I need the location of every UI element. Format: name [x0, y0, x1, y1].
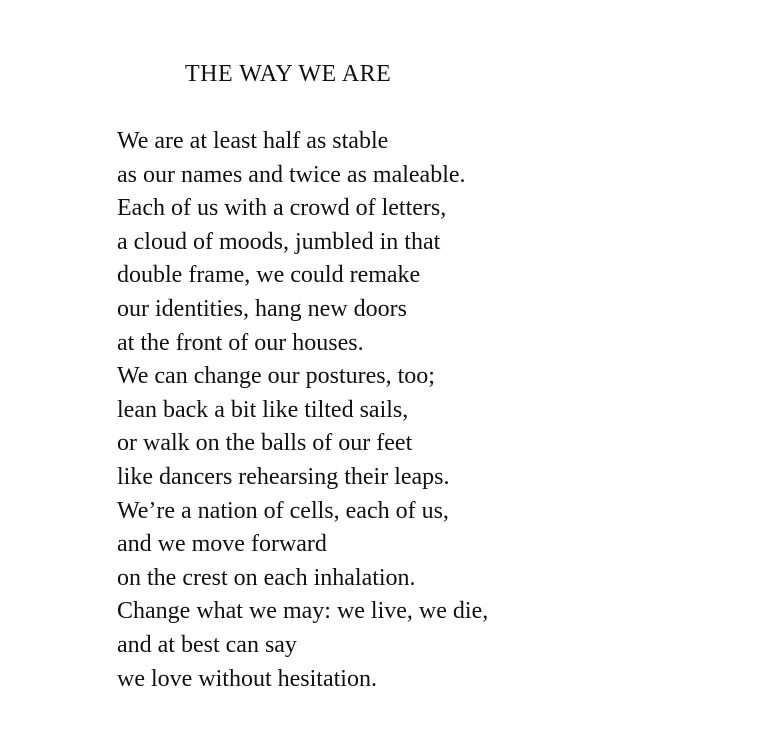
poem-line: and at best can say: [117, 631, 297, 658]
poem-line: and we move forward: [117, 531, 327, 558]
poem-line: lean back a bit like tilted sails,: [117, 396, 409, 423]
poem-line: We can change our postures, too;: [117, 363, 435, 390]
poem-line: on the crest on each inhalation.: [117, 564, 416, 591]
poem-line: double frame, we could remake: [117, 262, 421, 289]
poem-line: or walk on the balls of our feet: [117, 430, 413, 457]
poem-line: We’re a nation of cells, each of us,: [117, 497, 449, 524]
poem-line: Change what we may: we live, we die,: [117, 598, 489, 625]
poem-title: THE WAY WE ARE: [185, 61, 392, 87]
poem-line: a cloud of moods, jumbled in that: [117, 228, 441, 255]
poem-line: as our names and twice as maleable.: [117, 161, 466, 188]
poem-line: like dancers rehearsing their leaps.: [117, 463, 450, 490]
poem-line: our identities, hang new doors: [117, 295, 407, 322]
poem-line: we love without hesitation.: [117, 665, 377, 692]
poem-line: Each of us with a crowd of letters,: [117, 195, 447, 222]
poem-line: at the front of our houses.: [117, 329, 364, 356]
poem-body: [117, 125, 737, 696]
poem-line: We are at least half as stable: [117, 128, 389, 154]
